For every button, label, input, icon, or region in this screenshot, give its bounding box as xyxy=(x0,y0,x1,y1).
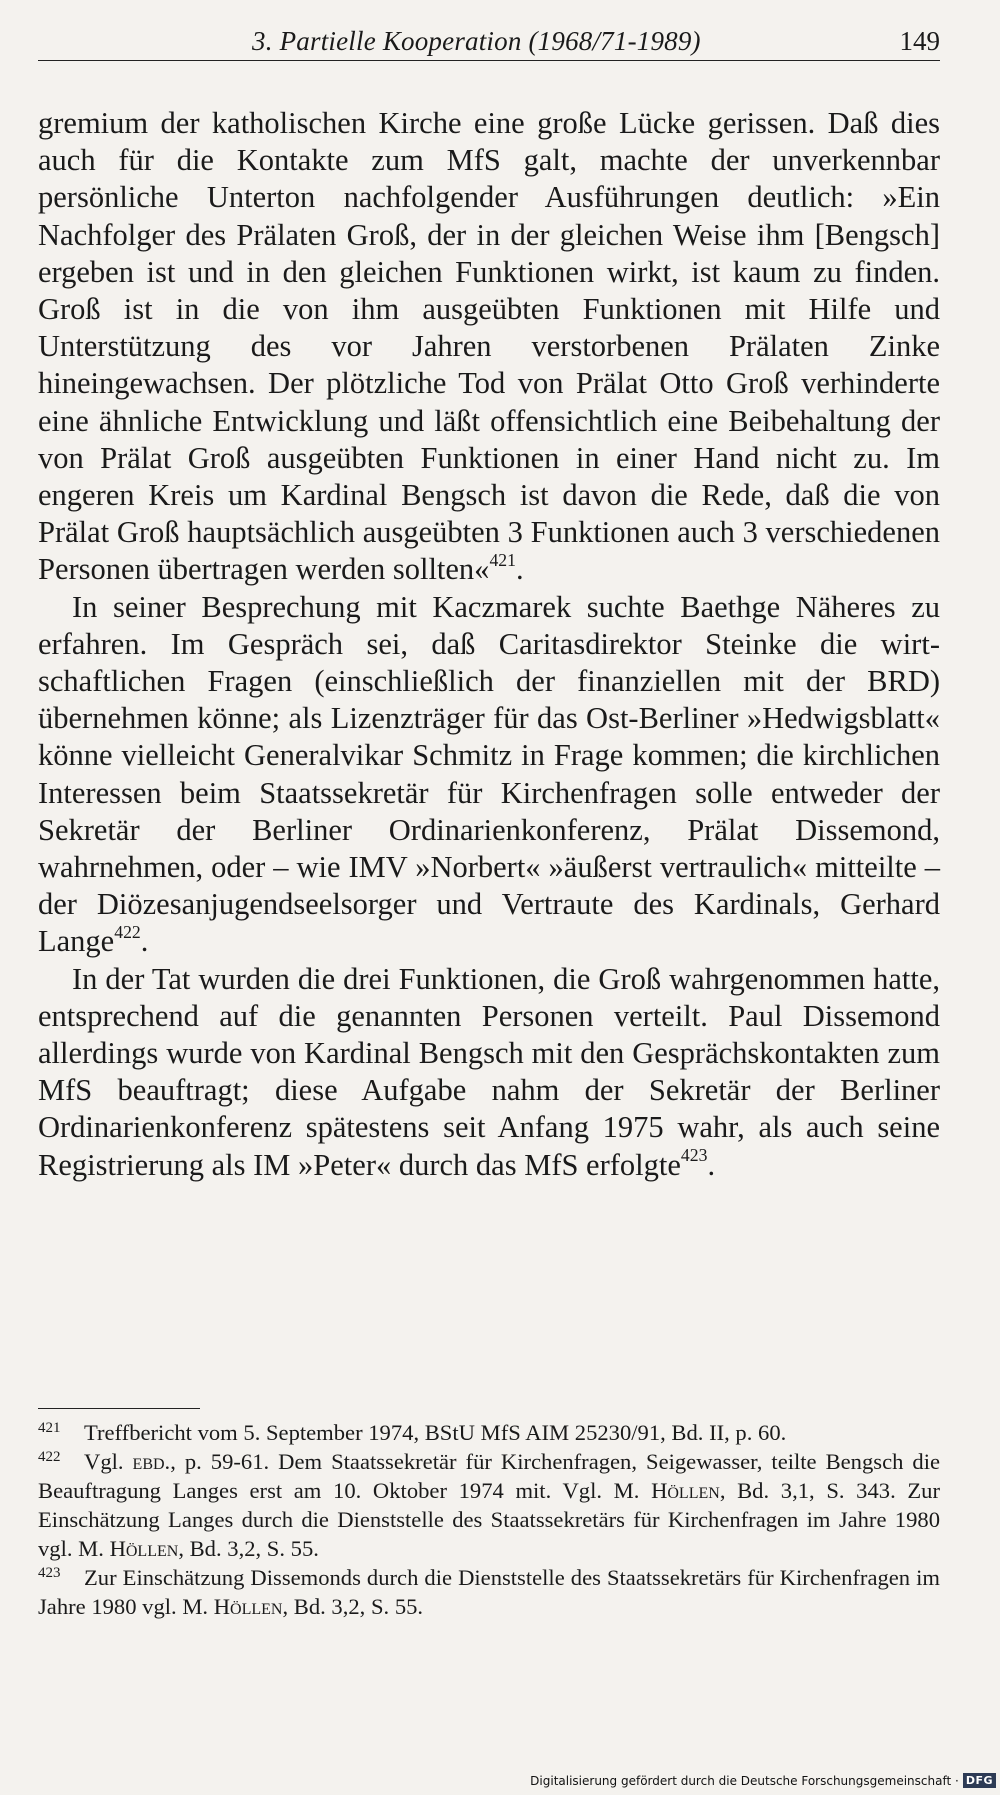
footnote-ref-421[interactable]: 421 xyxy=(489,549,516,570)
footnote-422 xyxy=(38,1447,940,1563)
footnote-text: Zur Einschätzung Dissemonds durch die Dienststelle des Staatssekretärs für Kirchenfragen im Jahre 1980 vgl. M. Höllen, Bd. 3,2, S. 55. xyxy=(38,1565,940,1619)
footnote-ref-422[interactable]: 422 xyxy=(114,921,141,942)
main-text xyxy=(38,105,940,1184)
footnote-text: Vgl. ebd., p. 59-61. Dem Staatssekretär für Kirchenfragen, Seigewasser, teilte Bengsch die Beauftragung Langes erst am 10. Oktober 1974 mit. Vgl. M. Höllen, Bd. 3,1, S. 343. Zur Einschätzung Langes durch die Dienststelle des Staatssekretärs für Kirchenfragen im Jahre 1980 vgl. M. Höllen, Bd. 3,2, S. 55. xyxy=(38,1449,940,1561)
author-smallcaps: Höllen xyxy=(213,1594,283,1619)
dfg-logo: DFG xyxy=(963,1773,996,1788)
footnotes xyxy=(38,1418,940,1621)
author-smallcaps: Höllen xyxy=(651,1478,720,1503)
paragraph-2 xyxy=(38,589,940,961)
paragraph-2-end: . xyxy=(140,924,149,959)
page-number: 149 xyxy=(899,26,940,56)
running-head: 3. Partielle Kooperation (1968/71-1989) xyxy=(252,26,701,56)
credit-text: Digitalisierung gefördert durch die Deutsche Forschungsgemeinschaft · xyxy=(530,1773,959,1788)
footnote-number: 421 xyxy=(38,1420,61,1436)
footnote-423 xyxy=(38,1563,940,1621)
footnote-separator xyxy=(38,1408,200,1409)
footnote-ref-423[interactable]: 423 xyxy=(680,1144,708,1165)
footnote-421 xyxy=(38,1418,940,1447)
author-smallcaps: ebd. xyxy=(132,1449,171,1474)
page-header xyxy=(38,22,940,61)
paragraph-1-end: . xyxy=(515,552,524,587)
footnote-text: Treffbericht vom 5. September 1974, BStU MfS AIM 25230/91, Bd. II, p. 60. xyxy=(84,1420,787,1445)
footnote-number: 422 xyxy=(38,1449,61,1465)
digitization-credit xyxy=(530,1773,996,1788)
paragraph-3 xyxy=(38,961,940,1184)
paragraph-1-text: gremium der katholischen Kirche eine große Lücke gerissen. Daß dies auch für die Kontakte zum MfS galt, machte der unverkennbar persönliche Unterton nachfolgender Ausführungen deutlich: »Ein Nachfolger des Prälaten Groß, der in der gleichen Weise ihm [Bengsch] ergeben ist und in den gleichen Funktionen wirkt, ist kaum zu finden. Groß ist in die von ihm ausgeübten Funktionen mit Hilfe und Unterstützung des vor Jahren verstorbenen Prälaten Zinke hineingewachsen. Der plötzliche Tod von Prälat Otto Groß verhinderte eine ähnliche Entwicklung und läßt offensichtlich eine Beibehaltung der von Prälat Groß ausgeübten Funktionen in einer Hand nicht zu. Im engeren Kreis um Kardinal Bengsch ist davon die Rede, daß die von Prälat Groß hauptsächlich ausgeübten 3 Funktionen auch 3 verschiedenen Personen übertragen werden sollten« xyxy=(38,106,940,587)
footnote-number: 423 xyxy=(38,1565,61,1581)
paragraph-2-text: In seiner Besprechung mit Kaczmarek suchte Baethge Näheres zu erfahren. Im Gespräch sei, daß Caritasdirektor Steinke die wirtschaftlichen Fragen (einschließlich der finanziellen mit der BRD) übernehmen könne; als Lizenzträger für das Ost-Berliner »Hedwigsblatt« könne vielleicht Generalvikar Schmitz in Frage kommen; die kirchlichen Interessen beim Staatssekretär für Kirchenfragen solle entweder der Sekretär der Berliner Ordinarienkonferenz, Prälat Dissemond, wahrnehmen, oder – wie IMV »Norbert« »äußerst vertraulich« mitteilte – der Diözesanjugendseelsorger und Vertraute des Kardinals, Gerhard Lange xyxy=(38,589,940,959)
paragraph-3-text: In der Tat wurden die drei Funktionen, die Groß wahrgenommen hatte, entsprechend auf die genannten Personen verteilt. Paul Dissemond allerdings wurde von Kardinal Bengsch mit den Gesprächskontakten zum MfS beauftragt; diese Aufgabe nahm der Sekretär der Berliner Ordinarienkonferenz spätestens seit Anfang 1975 wahr, als auch seine Registrierung als IM »Peter« durch das MfS erfolgte xyxy=(38,961,940,1182)
paragraph-3-end: . xyxy=(707,1147,716,1182)
paragraph-1 xyxy=(38,105,940,589)
author-smallcaps: Höllen xyxy=(109,1536,179,1561)
